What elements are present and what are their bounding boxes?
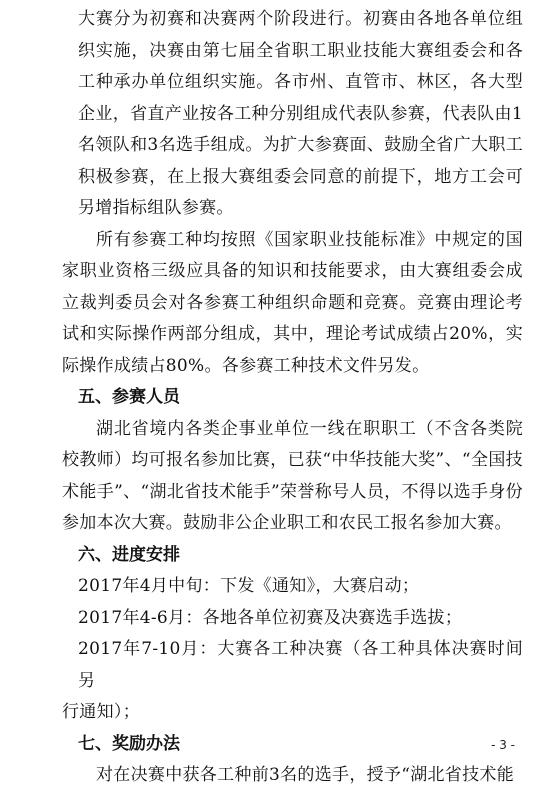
schedule-item: 2017年4月中旬：下发《通知》，大赛启动； [78,576,420,596]
section-heading-participants: 五、参赛人员 [78,387,180,407]
schedule-item: 2017年4-6月：各地各单位初赛及决赛选手选拔； [78,607,463,628]
section-heading-schedule: 六、进度安排 [78,544,180,565]
section-heading-awards: 七、奖励办法 [78,733,180,754]
paragraph-awards: 对在决赛中获各工种前3名的选手，授予“湖北省技术能 [96,765,515,785]
paragraph-participants: 湖北省境内各类企事业单位一线在职职工（不含各类院校教师）均可报名参加比赛，已获“中华技能大奖”、“全国技术能手”、“湖北省技术能手”荣誉称号人员，不得以选手身份参加本次大赛。鼓励非公企业职工和农民工报名参加大赛。 [62,418,523,533]
schedule-item-text: 2017年7-10月：大赛各工种决赛（各工种具体决赛时间另 [78,639,523,691]
page-number: - 3 - [491,738,515,752]
paragraph-competition-standards: 所有参赛工种均按照《国家职业技能标准》中规定的国家职业资格三级应具备的知识和技能要求，由大赛组委会成立裁判委员会对各参赛工种组织命题和竞赛。竞赛由理论考试和实际操作两部分组成，其中，理论考试成绩占20%，实际操作成绩占80%。各参赛工种技术文件另发。 [62,229,523,376]
schedule-item [62,634,523,729]
paragraph-competition-stages: 大赛分为初赛和决赛两个阶段进行。初赛由各地各单位组织实施，决赛由第七届全省职工职业技能大赛组委会和各工种承办单位组织实施。各市州、直管市、林区，各大型企业，省直产业按各工种分别组成代表队参赛，代表队由1名领队和3名选手组成。为扩大参赛面、鼓励全省广大职工积极参赛，在上报大赛组委会同意的前提下，地方工会可另增指标组队参赛。 [78,9,523,218]
schedule-item-continuation: 行通知）； [62,702,140,722]
